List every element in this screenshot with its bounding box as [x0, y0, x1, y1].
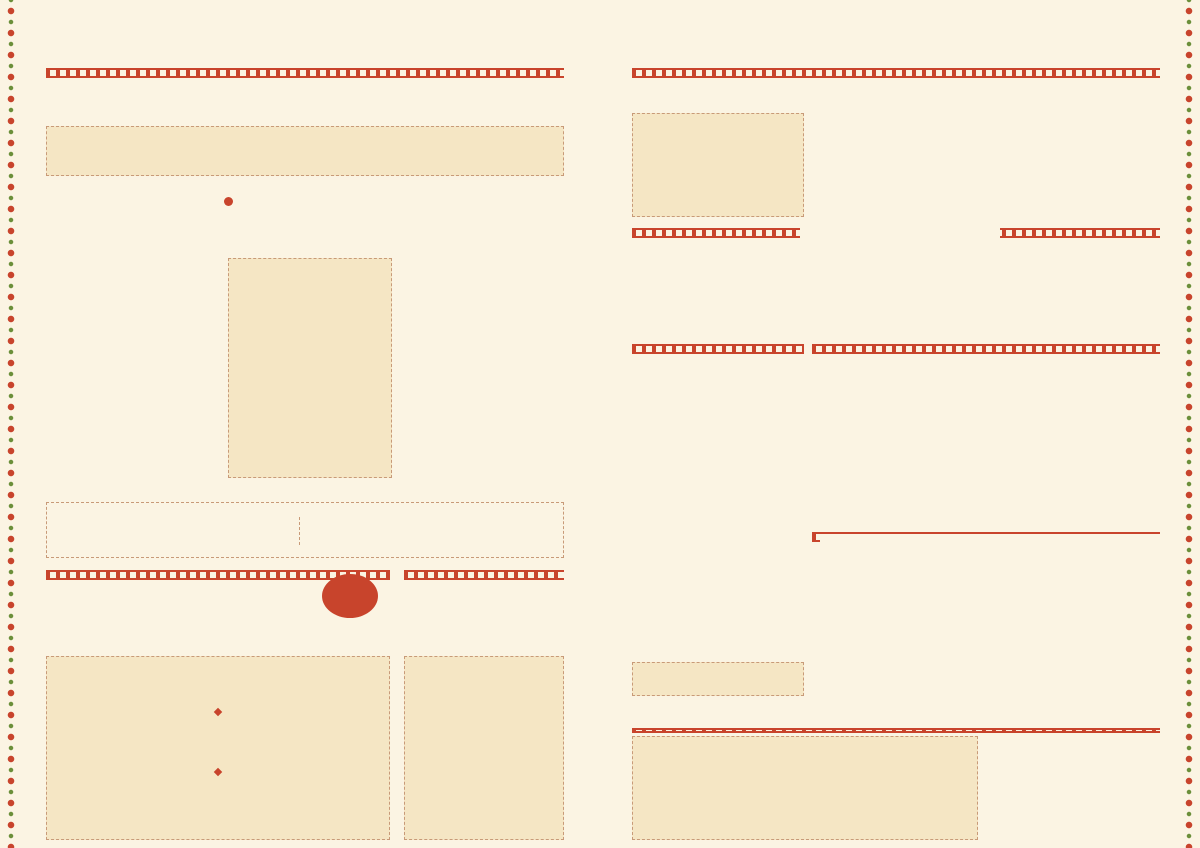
left-pattern-border	[0, 0, 22, 848]
house-title	[830, 357, 1150, 378]
grills-title	[820, 80, 980, 105]
wraps-title	[820, 534, 1160, 554]
divider-diamond	[214, 768, 222, 776]
tagines-title	[632, 356, 804, 377]
mixed-grill-card	[632, 113, 804, 217]
house-band	[812, 344, 1160, 354]
left-top-band	[46, 68, 564, 78]
feast-title	[120, 583, 320, 607]
feast-card	[46, 656, 390, 840]
tagines-band	[632, 344, 804, 354]
sides-card	[632, 736, 978, 840]
chilli-icon	[224, 197, 233, 206]
mezze-top-panel	[46, 126, 564, 176]
flatbreads-band	[404, 570, 564, 580]
hommos-item	[224, 190, 394, 211]
flatbreads-card	[404, 656, 564, 840]
sides-band	[632, 728, 1160, 733]
right-pattern-border	[1178, 0, 1200, 848]
tagines-wine-card	[632, 662, 804, 696]
right-top-band	[632, 68, 1160, 78]
feast-price-badge	[322, 574, 378, 618]
feast-platter	[47, 671, 389, 690]
mezze-section-title	[180, 80, 460, 105]
mezze-platter-card	[228, 258, 392, 478]
divider-diamond	[214, 708, 222, 716]
rice-title	[800, 226, 1000, 250]
feast-larger-plate	[47, 729, 389, 748]
mezze-mondays-banner	[46, 502, 564, 558]
